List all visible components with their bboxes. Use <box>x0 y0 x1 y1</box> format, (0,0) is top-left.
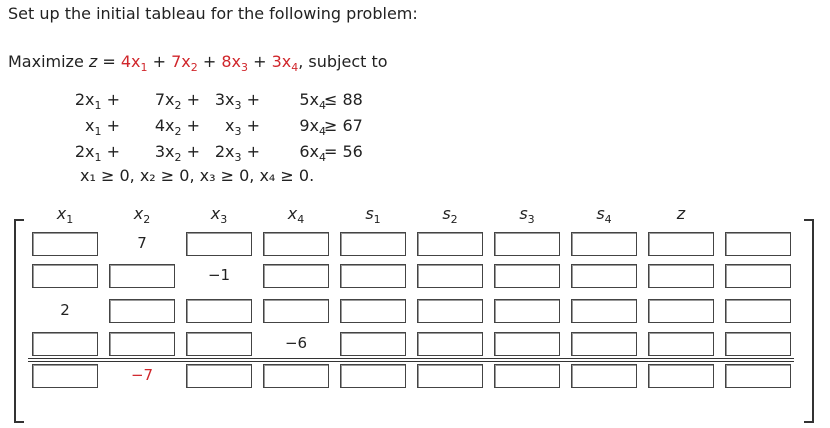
tableau-cell <box>107 364 177 390</box>
column-header-subscript: 2 <box>450 213 458 226</box>
tableau-input-box[interactable] <box>725 332 791 356</box>
objective-line <box>8 52 388 78</box>
objective-row-separator <box>28 358 794 362</box>
tableau-input-box[interactable] <box>417 364 483 388</box>
tableau-cell[interactable] <box>415 364 485 390</box>
tableau-cell[interactable] <box>261 264 331 290</box>
constraint-term: $4x_2$ + <box>154 116 200 138</box>
tableau-input-box[interactable] <box>571 299 637 323</box>
tableau-input-box[interactable] <box>571 232 637 256</box>
tableau-input-box[interactable] <box>725 299 791 323</box>
tableau-input-box[interactable] <box>725 364 791 388</box>
problem-prompt: Set up the initial tableau for the following problem: <box>8 4 418 23</box>
tableau-input-box[interactable] <box>340 364 406 388</box>
tableau-cell[interactable] <box>261 299 331 325</box>
tableau-cell[interactable] <box>261 232 331 258</box>
tableau-input-box[interactable] <box>417 332 483 356</box>
constraint-term: $3x_2$ + <box>154 142 200 164</box>
column-header-subscript: 3 <box>220 213 228 226</box>
tableau-input-box[interactable] <box>109 332 175 356</box>
tableau-input-box[interactable] <box>417 264 483 288</box>
objective-term-subscript: 1 <box>140 61 148 74</box>
tableau-input-box[interactable] <box>494 232 560 256</box>
tableau-cell[interactable] <box>646 332 716 358</box>
tableau-cell <box>107 232 177 258</box>
constraint-rhs: ≥ 67 <box>324 116 363 135</box>
tableau-input-box[interactable] <box>32 232 98 256</box>
tableau-cell <box>261 332 331 358</box>
tableau-cell[interactable] <box>415 299 485 325</box>
constraint-subscript: 2 <box>174 125 182 138</box>
constraint-rhs: ≤ 88 <box>324 90 363 109</box>
tableau-bracket-right <box>804 219 814 423</box>
tableau-cell[interactable] <box>184 364 254 390</box>
tableau-input-box[interactable] <box>725 264 791 288</box>
tableau-cell[interactable] <box>723 332 793 358</box>
tableau-cell[interactable] <box>30 232 100 258</box>
column-header: $x_3$ <box>210 204 228 226</box>
objective-term-separator: + <box>197 52 222 71</box>
tableau-input-box[interactable] <box>571 364 637 388</box>
tableau-cell[interactable] <box>492 364 562 390</box>
constraint-subscript: 1 <box>94 99 102 112</box>
objective-term-separator: , <box>298 52 309 71</box>
column-header: $x_2$ <box>133 204 151 226</box>
tableau-cell[interactable] <box>723 264 793 290</box>
objective-z: z <box>88 52 98 71</box>
tableau-input-box[interactable] <box>109 264 175 288</box>
constraint-subscript: 3 <box>234 99 242 112</box>
constraint-term: $7x_2$ + <box>154 90 200 112</box>
constraint-subscript: 4 <box>319 151 326 164</box>
tableau-cell[interactable] <box>184 232 254 258</box>
tableau-bracket-left <box>14 219 24 423</box>
tableau-input-box[interactable] <box>186 299 252 323</box>
objective-suffix: subject to <box>308 52 388 71</box>
constraint-term: $6x_4$ <box>299 142 326 164</box>
tableau-cell[interactable] <box>107 264 177 290</box>
column-header-subscript: 2 <box>143 213 151 226</box>
objective-term: $3x_4$ <box>271 52 299 74</box>
tableau-input-box[interactable] <box>417 299 483 323</box>
tableau-given-value: 2 <box>60 301 70 319</box>
objective-term-separator: + <box>248 52 272 71</box>
tableau-cell[interactable] <box>646 299 716 325</box>
tableau-input-box[interactable] <box>494 364 560 388</box>
column-header-subscript: 4 <box>297 213 305 226</box>
column-header-subscript: 1 <box>66 213 74 226</box>
constraint-subscript: 4 <box>319 99 326 112</box>
tableau-cell[interactable] <box>107 299 177 325</box>
tableau-cell[interactable] <box>415 332 485 358</box>
column-header: $x_4$ <box>287 204 305 226</box>
constraint-term: $9x_4$ <box>299 116 326 138</box>
constraint-subscript: 2 <box>174 151 182 164</box>
tableau-input-box[interactable] <box>725 232 791 256</box>
objective-eq: = <box>97 52 121 71</box>
tableau-cell[interactable] <box>338 232 408 258</box>
constraint-subscript: 2 <box>174 99 182 112</box>
tableau-cell[interactable] <box>492 232 562 258</box>
tableau-cell[interactable] <box>569 332 639 358</box>
column-header: $s_2$ <box>442 204 458 226</box>
tableau-input-box[interactable] <box>340 264 406 288</box>
tableau-input-box[interactable] <box>648 332 714 356</box>
tableau-input-box[interactable] <box>648 264 714 288</box>
tableau-cell[interactable] <box>723 364 793 390</box>
constraint-term: $3x_3$ + <box>214 90 260 112</box>
tableau-cell[interactable] <box>492 332 562 358</box>
tableau-cell[interactable] <box>569 299 639 325</box>
tableau-cell[interactable] <box>184 299 254 325</box>
tableau-input-box[interactable] <box>494 264 560 288</box>
tableau-cell[interactable] <box>569 232 639 258</box>
tableau-input-box[interactable] <box>109 299 175 323</box>
tableau-input-box[interactable] <box>648 232 714 256</box>
tableau-input-box[interactable] <box>340 299 406 323</box>
tableau-cell[interactable] <box>415 264 485 290</box>
constraint-subscript: 4 <box>319 125 326 138</box>
tableau-input-box[interactable] <box>186 364 252 388</box>
constraint-subscript: 3 <box>234 151 242 164</box>
tableau-input-box[interactable] <box>494 299 560 323</box>
tableau-cell[interactable] <box>338 299 408 325</box>
objective-term: $7x_2$ <box>171 52 198 74</box>
tableau-cell <box>184 264 254 290</box>
column-header-subscript: 4 <box>604 213 612 226</box>
tableau-given-value: −7 <box>130 366 154 384</box>
tableau-cell[interactable] <box>107 332 177 358</box>
tableau-cell[interactable] <box>723 232 793 258</box>
tableau-cell[interactable] <box>646 264 716 290</box>
constraint-subscript: 3 <box>234 125 242 138</box>
column-header: $s_1$ <box>365 204 381 226</box>
tableau-cell[interactable] <box>569 264 639 290</box>
tableau-cell[interactable] <box>30 264 100 290</box>
tableau-cell[interactable] <box>646 364 716 390</box>
column-header: $s_3$ <box>519 204 535 226</box>
tableau-input-box[interactable] <box>648 299 714 323</box>
tableau-input-box[interactable] <box>494 332 560 356</box>
constraint-subscript: 1 <box>94 125 102 138</box>
objective-term: $8x_3$ <box>221 52 248 74</box>
nonnegativity-line: x₁ ≥ 0, x₂ ≥ 0, x₃ ≥ 0, x₄ ≥ 0. <box>80 166 315 185</box>
column-header-subscript: 3 <box>527 213 535 226</box>
constraint-term: $5x_4$ <box>299 90 326 112</box>
tableau-input-box[interactable] <box>571 332 637 356</box>
tableau-cell <box>30 299 100 325</box>
tableau-cell[interactable] <box>338 364 408 390</box>
tableau-input-box[interactable] <box>263 364 329 388</box>
tableau-cell[interactable] <box>338 332 408 358</box>
objective-term-subscript: 3 <box>241 61 248 74</box>
constraint-rhs: = 56 <box>324 142 363 161</box>
tableau-input-box[interactable] <box>571 264 637 288</box>
constraint-term: $x_1$ + <box>85 116 120 138</box>
tableau-cell[interactable] <box>646 232 716 258</box>
column-header: $s_4$ <box>596 204 612 226</box>
tableau-input-box[interactable] <box>263 299 329 323</box>
tableau-input-box[interactable] <box>32 264 98 288</box>
tableau-input-box[interactable] <box>263 264 329 288</box>
tableau-input-box[interactable] <box>648 364 714 388</box>
tableau-input-box[interactable] <box>417 232 483 256</box>
column-header-subscript: 1 <box>373 213 381 226</box>
constraint-term: $x_3$ + <box>225 116 260 138</box>
constraint-term: $2x_1$ + <box>74 90 120 112</box>
tableau-cell[interactable] <box>184 332 254 358</box>
constraint-term: $2x_3$ + <box>214 142 260 164</box>
objective-term-separator: + <box>147 52 172 71</box>
objective-prefix: Maximize <box>8 52 89 71</box>
tableau-cell[interactable] <box>30 332 100 358</box>
objective-term-subscript: 4 <box>291 61 299 74</box>
tableau-cell[interactable] <box>723 299 793 325</box>
constraint-term: $2x_1$ + <box>74 142 120 164</box>
tableau-cell[interactable] <box>492 299 562 325</box>
tableau-cell[interactable] <box>261 364 331 390</box>
column-header: $x_1$ <box>56 204 74 226</box>
tableau-cell[interactable] <box>30 364 100 390</box>
tableau-input-box[interactable] <box>186 232 252 256</box>
constraint-subscript: 1 <box>94 151 102 164</box>
tableau-input-box[interactable] <box>340 332 406 356</box>
tableau-input-box[interactable] <box>32 364 98 388</box>
tableau-input-box[interactable] <box>186 332 252 356</box>
tableau-given-value: −6 <box>284 334 308 352</box>
tableau-cell[interactable] <box>492 264 562 290</box>
tableau-given-value: 7 <box>137 234 147 252</box>
column-header: z <box>676 204 686 223</box>
tableau-given-value: −1 <box>207 266 231 284</box>
tableau-input-box[interactable] <box>340 232 406 256</box>
objective-term: $4x_1$ <box>120 52 148 74</box>
tableau-input-box[interactable] <box>32 332 98 356</box>
tableau-cell[interactable] <box>569 364 639 390</box>
tableau-input-box[interactable] <box>263 232 329 256</box>
tableau-cell[interactable] <box>338 264 408 290</box>
objective-terms <box>120 52 309 74</box>
objective-term-subscript: 2 <box>190 61 198 74</box>
tableau-cell[interactable] <box>415 232 485 258</box>
